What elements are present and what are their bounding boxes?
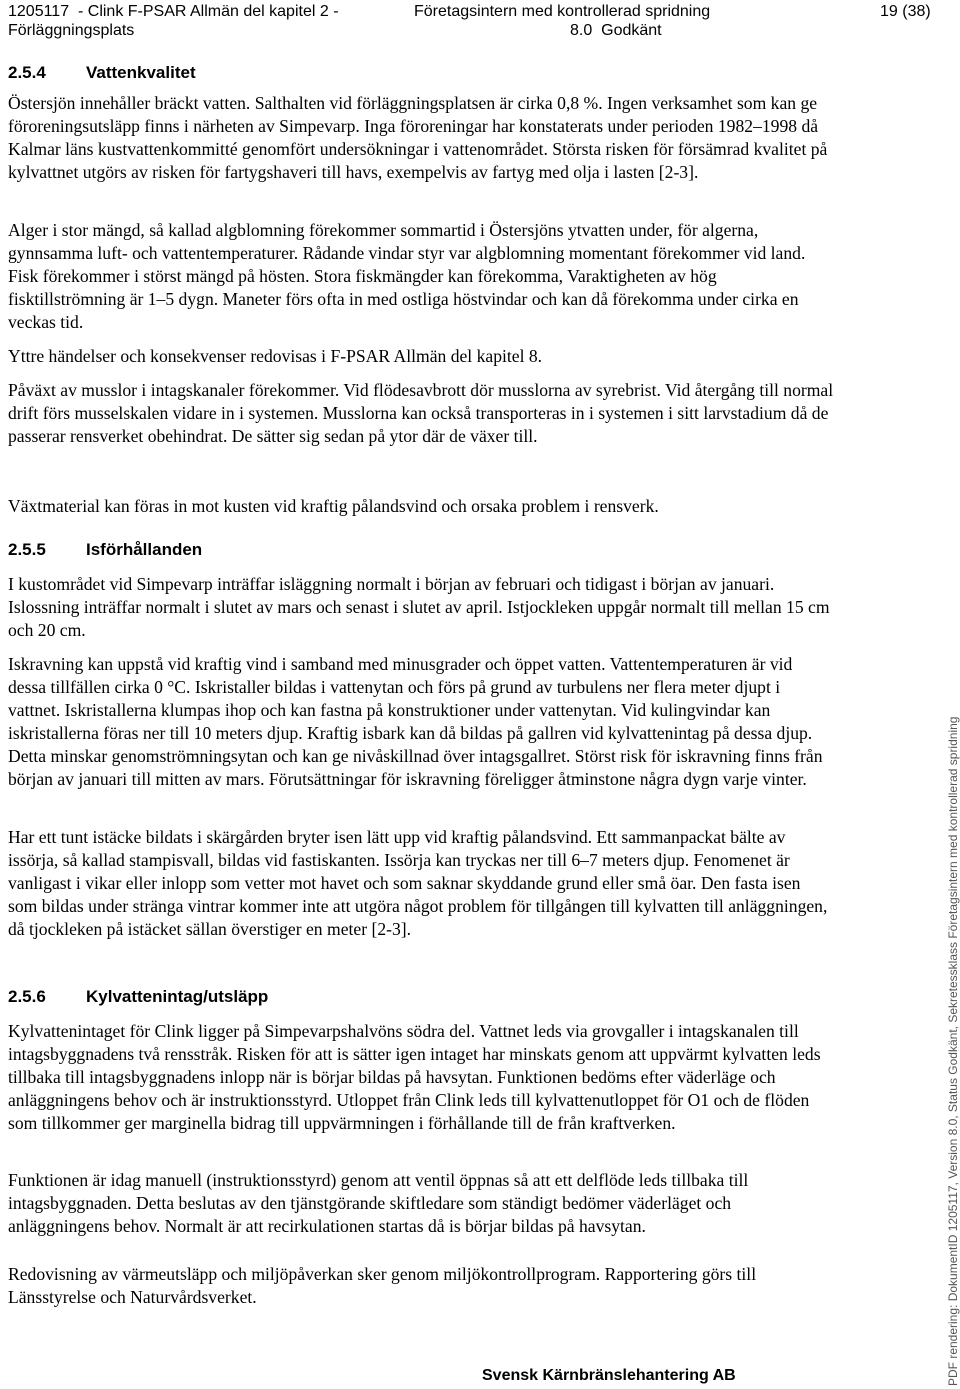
document-id: 1205117 - Clink F-PSAR Allmän del kapitel 2 -: [8, 3, 339, 20]
page-number: 19 (38): [880, 3, 931, 20]
section-heading-2-5-5: [8, 540, 202, 560]
footer-company: Svensk Kärnbränslehantering AB: [482, 1367, 736, 1384]
paragraph: Yttre händelser och konsekvenser redovisas i F-PSAR Allmän del kapitel 8.: [8, 346, 543, 366]
paragraph: Iskravning kan uppstå vid kraftig vind i samband med minusgrader och öppet vatten. Vattentemperaturen är vid dessa tillfällen cirka 0 °C. Iskristaller bildas i vattenytan och förs på grund av turbulens ner flera meter djupt i vattnet. Iskristallerna klumpas ihop och kan fastna på konstruktioner under vattenytan. Vid kulingvindar kan iskristallerna föras ner till 10 meters djup. Kraftig isbark kan då bildas på gallren vid kylvattenintag på dessa djup. Detta minskar genomströmningsytan och kan ge nivåskillnad över intagsgallret. Störst risk för iskravning finns från början av januari till mitten av mars. Förutsättningar för iskravning föreligger åtminstone några dygn varje vinter.: [8, 654, 823, 789]
version-status: 8.0 Godkänt: [570, 22, 662, 39]
section-heading-2-5-4: [8, 63, 196, 83]
paragraph: Funktionen är idag manuell (instruktionsstyrd) genom att ventil öppnas så att ett delflöde leds tillbaka till intagsbyggnaden. Detta beslutas av den tjänstgörande skiftledare som ständigt bedömer väderläget och anläggningens behov. Normalt är att recirkulationen startas då is börjar bildas på havsytan.: [8, 1170, 749, 1236]
section-title: Kylvattenintag/utsläpp: [86, 987, 269, 1006]
section-title: Vattenkvalitet: [86, 63, 196, 82]
section-title: Isförhållanden: [86, 540, 203, 559]
section-number: 2.5.4: [8, 63, 46, 82]
paragraph: Har ett tunt istäcke bildats i skärgården bryter isen lätt upp vid kraftig pålandsvind. Ett sammanpackat bälte av issörja, så kallad stampisvall, bildas vid fastiskanten. Issörja kan tryckas ner till 6–7 meters djup. Fenomenet är vanligast i vikar eller inlopp som vetter mot havet och som saknar skyddande grund eller små öar. Den fasta isen som bildas under stränga vintrar kommer inte att utgöra något problem för tillgången till kylvatten till anläggningen, då tjockleken på istäcket sällan överstiger en meter [2-3].: [8, 827, 828, 939]
paragraph: Alger i stor mängd, så kallad algblomning förekommer sommartid i Östersjöns ytvatten under, för algerna, gynnsamma luft- och vattentemperaturer. Rådande vindar styr var algblomning momentant förekommer vid land. Fisk förekommer i störst mängd på hösten. Stora fiskmängder kan förekomma, Varaktigheten av hög fisktillströmning är 1–5 dygn. Maneter förs ofta in med ostliga höstvindar och kan då förekomma under cirka en veckas tid.: [8, 220, 806, 332]
paragraph: Kylvattenintaget för Clink ligger på Simpevarpshalvöns södra del. Vattnet leds via grovgaller i intagskanalen till intagsbyggnadens två rensstråk. Risken för att is sätter igen intaget har minskats genom att uppvärmt kylvatten leds tillbaka till intagsbyggnadens inlopp när is börjar bildas på havsytan. Funktionen bedöms efter väderläge och anläggningens behov och är instruktionsstyrd. Utloppet från Clink leds till kylvattenutloppet för O1 och de flöden som tillkommer ger marginella bidrag till uppvärmningen i förhållande till de från kraftverken.: [8, 1021, 821, 1133]
paragraph: Redovisning av värmeutsläpp och miljöpåverkan sker genom miljökontrollprogram. Rapportering görs till Länsstyrelse och Naturvårdsverket.: [8, 1264, 757, 1307]
paragraph: Östersjön innehåller bräckt vatten. Salthalten vid förläggningsplatsen är cirka 0,8 %. Ingen verksamhet som kan ge föroreningsutsläpp finns i närheten av Simpevarp. Inga föroreningar har konstaterats under perioden 1982–1998 då Kalmar läns kustvattenkommitté genomfört undersökningar i vattenområdet. Största risken för försämrad kvalitet på kylvattnet utgörs av risken för fartygshaveri till havs, exempelvis av fartyg med olja i lasten [2-3].: [8, 93, 828, 182]
pdf-rendering-note: PDF rendering: DokumentID 1205117, Version 8.0, Status Godkänt, Sekretessklass Företagsintern med kontrollerad spridning: [946, 716, 960, 1386]
section-number: 2.5.6: [8, 987, 46, 1006]
document-subtitle: Förläggningsplats: [8, 22, 135, 39]
paragraph: Påväxt av musslor i intagskanaler förekommer. Vid flödesavbrott dör musslorna av syrebrist. Vid återgång till normal drift förs musselskalen vidare in i systemen. Musslorna kan också transporteras in i systemen i sitt larvstadium då de passerar rensverket obehindrat. De sätter sig sedan på ytor där de växer till.: [8, 380, 834, 446]
section-heading-2-5-6: [8, 987, 268, 1007]
paragraph: I kustområdet vid Simpevarp inträffar isläggning normalt i början av februari och tidigast i början av januari. Islossning inträffar normalt i slutet av mars och senast i slutet av april. Istjockleken uppgår normalt till mellan 15 cm och 20 cm.: [8, 574, 830, 640]
classification: Företagsintern med kontrollerad spridning: [414, 3, 711, 20]
paragraph: Växtmaterial kan föras in mot kusten vid kraftig pålandsvind och orsaka problem i rensverk.: [8, 496, 659, 516]
section-number: 2.5.5: [8, 540, 46, 559]
